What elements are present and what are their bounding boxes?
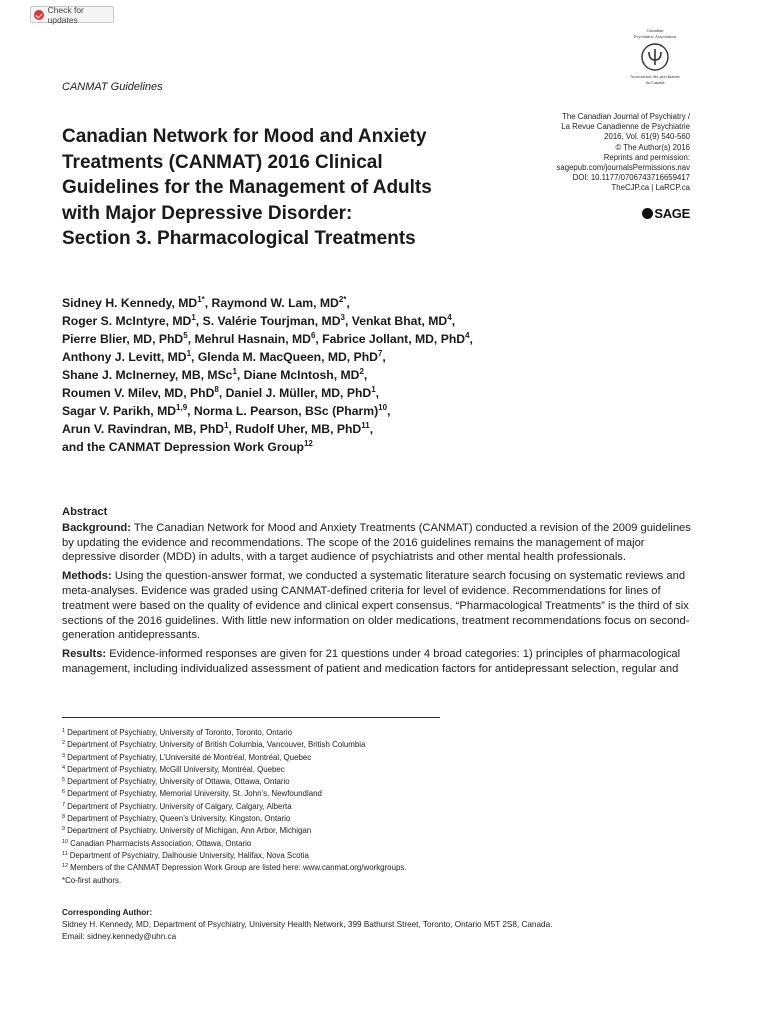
article-title bbox=[62, 124, 532, 252]
author-text: , bbox=[369, 422, 374, 436]
logo-bottom-line-2: du Canada bbox=[645, 80, 665, 85]
background-text: The Canadian Network for Mood and Anxiety Treatments (CANMAT) conducted a revision of the 2009 guidelines by updating the evidence and recommendations. The scope of the 2016 guidelines remains the management of major depressive disorder (MDD) in adults, with a target audience of psychiatrists and other mental health professionals. bbox=[62, 521, 691, 564]
author-text: and the CANMAT Depression Work Group bbox=[62, 440, 304, 454]
author-text: , bbox=[382, 350, 386, 364]
affiliation-mark: 8 bbox=[214, 385, 219, 394]
author-list bbox=[62, 294, 702, 456]
author-text: , S. Valérie Tourjman, MD bbox=[195, 314, 341, 328]
author-text: , Norma L. Pearson, BSc (Pharm) bbox=[187, 404, 379, 418]
affiliation-mark: 1,9 bbox=[176, 403, 188, 412]
corresponding-author bbox=[62, 907, 702, 944]
author-text: , Venkat Bhat, MD bbox=[344, 314, 448, 328]
abstract-methods bbox=[62, 569, 692, 643]
footnote-number: 5 bbox=[62, 777, 66, 784]
footnote-text: Department of Psychiatry, Queen’s University, Kingston, Ontario bbox=[67, 814, 291, 824]
footnote-number: 3 bbox=[62, 752, 66, 759]
footnote-text: Department of Psychiatry, University of Michigan, Ann Arbor, Michigan bbox=[67, 826, 312, 836]
logo-top-line-1: Canadian bbox=[646, 28, 664, 33]
corresponding-heading: Corresponding Author: bbox=[62, 908, 153, 917]
author-text: Sagar V. Parikh, MD bbox=[62, 404, 177, 418]
footnote-divider bbox=[62, 717, 440, 718]
footnote-item bbox=[62, 788, 702, 800]
author-text: , bbox=[363, 368, 368, 382]
abstract-heading: Abstract bbox=[62, 506, 108, 518]
journal-info-line: © The Author(s) 2016 bbox=[615, 142, 690, 152]
affiliation-mark: 5 bbox=[183, 331, 188, 340]
affiliation-footnotes bbox=[62, 727, 702, 887]
footnote-text: *Co-first authors. bbox=[62, 875, 122, 885]
author-line bbox=[62, 330, 702, 348]
abstract-background bbox=[62, 521, 692, 565]
author-text: , Mehrul Hasnain, MD bbox=[187, 332, 311, 346]
author-text: , bbox=[451, 314, 456, 328]
author-text: , bbox=[469, 332, 473, 346]
affiliation-mark: 4 bbox=[447, 313, 452, 322]
affiliation-mark: 1 bbox=[232, 367, 237, 376]
footnote-item bbox=[62, 850, 702, 862]
author-line bbox=[62, 384, 702, 402]
sage-logo bbox=[642, 206, 690, 221]
journal-info-line: Reprints and permission: bbox=[603, 152, 690, 162]
author-line bbox=[62, 420, 702, 438]
association-logo bbox=[600, 28, 710, 86]
sage-circle-icon bbox=[642, 208, 653, 219]
author-text: Pierre Blier, MD, PhD bbox=[62, 332, 184, 346]
affiliation-mark: 11 bbox=[361, 421, 370, 430]
footnote-text: Members of the CANMAT Depression Work Group are listed here: www.canmat.org/workgroups. bbox=[70, 863, 407, 873]
footnote-text: Department of Psychiatry, University of Calgary, Calgary, Alberta bbox=[67, 801, 292, 811]
logo-top-line-2: Psychiatric Association bbox=[633, 34, 677, 39]
logo-bottom-line-1: Association des psychiatres bbox=[630, 74, 680, 79]
author-text: , bbox=[375, 386, 380, 400]
footnote-item bbox=[62, 727, 702, 739]
author-line bbox=[62, 402, 702, 420]
footnote-number: 9 bbox=[62, 826, 66, 833]
affiliation-mark: 6 bbox=[310, 331, 316, 340]
author-text: , Fabrice Jollant, MD, PhD bbox=[315, 332, 466, 346]
footnote-text: Department of Psychiatry, L’Université de Montréal, Montréal, Quebec bbox=[67, 752, 312, 762]
affiliation-mark: 1 bbox=[224, 421, 229, 430]
author-text: Sidney H. Kennedy, MD bbox=[62, 296, 198, 310]
background-label: Background: bbox=[62, 521, 131, 534]
author-text: Anthony J. Levitt, MD bbox=[62, 350, 187, 364]
journal-info-line: La Revue Canadienne de Psychiatrie bbox=[561, 122, 690, 132]
footnote-item bbox=[62, 875, 702, 887]
author-text: , Daniel J. Müller, MD, PhD bbox=[218, 386, 372, 400]
author-line bbox=[62, 312, 702, 330]
author-text: Arun V. Ravindran, MB, PhD bbox=[62, 422, 225, 436]
author-text: , Rudolf Uher, MB, PhD bbox=[228, 422, 362, 436]
affiliation-mark: 12 bbox=[303, 439, 313, 448]
footnote-item bbox=[62, 739, 702, 751]
methods-text: Using the question-answer format, we conducted a systematic literature search focusing on systematic reviews and meta-analyses. Evidence was graded using CANMAT-defined criteria for level of evidence. Recommendations for lines of treatment were based on the quality of evidence and clinical expert consensus. “Pharmacological Treatments” is the third of six sections of the 2016 guidelines. With little new information on older medications, treatment recommendations focus on second-generation antidepressants. bbox=[62, 570, 690, 642]
footnote-number: 11 bbox=[62, 850, 68, 857]
author-line bbox=[62, 294, 702, 312]
title-line: with Major Depressive Disorder: bbox=[62, 202, 353, 224]
results-label: Results: bbox=[62, 648, 107, 661]
author-text: Roger S. McIntyre, MD bbox=[62, 314, 192, 328]
footnote-item bbox=[62, 862, 702, 874]
footnote-text: Department of Psychiatry, Dalhousie University, Halifax, Nova Scotia bbox=[69, 850, 309, 860]
check-for-updates-button[interactable] bbox=[30, 6, 114, 23]
footnote-number: 10 bbox=[62, 838, 69, 845]
results-text: Evidence-informed responses are given for 21 questions under 4 broad categories: 1) principles of pharmacological management, including individualized assessment of patient and medication factors for antidepressant selection, regular and bbox=[62, 648, 681, 675]
title-line: Guidelines for the Management of Adults bbox=[62, 177, 432, 198]
affiliation-mark: 4 bbox=[465, 331, 470, 340]
footnote-text: Department of Psychiatry, Memorial University, St. John’s, Newfoundland bbox=[67, 789, 322, 799]
journal-info-line: sagepub.com/journalsPermissions.nav bbox=[556, 163, 690, 173]
corresponding-address: Sidney H. Kennedy, MD, Department of Psychiatry, University Health Network, 399 Bathurst Street, Toronto, Ontario M5T 2S8, Canada. bbox=[62, 920, 553, 930]
footnote-text: Department of Psychiatry, University of Toronto, Toronto, Ontario bbox=[67, 728, 293, 737]
footnote-number: 6 bbox=[62, 789, 66, 796]
footnote-number: 1 bbox=[62, 728, 66, 734]
affiliation-mark: 1* bbox=[197, 295, 205, 304]
running-head: CANMAT Guidelines bbox=[62, 81, 163, 93]
affiliation-mark: 2 bbox=[359, 367, 364, 376]
footnote-item bbox=[62, 801, 702, 813]
checkmark-icon bbox=[34, 10, 44, 20]
author-line bbox=[62, 348, 702, 366]
author-text: , Diane McIntosh, MD bbox=[236, 368, 360, 382]
affiliation-mark: 1 bbox=[186, 349, 192, 358]
footnote-item bbox=[62, 752, 702, 764]
journal-info-line: The Canadian Journal of Psychiatry / bbox=[562, 112, 690, 121]
affiliation-mark: 2* bbox=[338, 295, 347, 304]
psi-emblem-icon bbox=[640, 42, 670, 72]
footnote-item bbox=[62, 813, 702, 825]
footnote-item bbox=[62, 838, 702, 850]
journal-info-line: TheCJP.ca | LaRCP.ca bbox=[611, 183, 690, 193]
footnote-text: Department of Psychiatry, University of British Columbia, Vancouver, British Columbia bbox=[67, 740, 366, 750]
sage-logo-text: SAGE bbox=[654, 206, 690, 221]
abstract-results bbox=[62, 647, 692, 677]
author-text: , Raymond W. Lam, MD bbox=[204, 296, 339, 310]
title-line: Canadian Network for Mood and Anxiety bbox=[62, 126, 427, 147]
footnote-item bbox=[62, 764, 702, 776]
affiliation-mark: 1 bbox=[371, 385, 376, 394]
author-text: Roumen V. Milev, MD, PhD bbox=[62, 386, 215, 400]
footnote-item bbox=[62, 776, 702, 788]
footnote-text: Canadian Pharmacists Association, Ottawa, Ontario bbox=[70, 838, 252, 848]
footnote-number: 12 bbox=[62, 863, 69, 870]
footnote-number: 4 bbox=[62, 764, 66, 771]
title-line: Treatments (CANMAT) 2016 Clinical bbox=[62, 151, 383, 173]
corresponding-email: Email: sidney.kennedy@uhn.ca bbox=[62, 932, 177, 942]
footnote-text: Department of Psychiatry, University of Ottawa, Ottawa, Ontario bbox=[67, 777, 290, 787]
journal-info-line: DOI: 10.1177/0706743716659417 bbox=[572, 173, 690, 183]
affiliation-mark: 7 bbox=[377, 349, 383, 358]
author-text: , bbox=[346, 296, 350, 310]
abstract bbox=[62, 505, 692, 681]
footnote-text: Department of Psychiatry, McGill University, Montréal, Quebec bbox=[67, 764, 285, 774]
author-text: , Glenda M. MacQueen, MD, PhD bbox=[191, 350, 378, 364]
author-text: Shane J. McInerney, MB, MSc bbox=[62, 368, 233, 382]
author-text: , bbox=[387, 404, 391, 418]
author-line bbox=[62, 438, 702, 456]
affiliation-mark: 10 bbox=[378, 403, 388, 412]
affiliation-mark: 1 bbox=[191, 313, 196, 322]
title-line: Section 3. Pharmacological Treatments bbox=[62, 228, 416, 249]
methods-label: Methods: bbox=[62, 570, 112, 583]
journal-info-line: 2016, Vol. 61(9) 540-560 bbox=[604, 132, 690, 142]
footnote-number: 8 bbox=[62, 814, 66, 821]
affiliation-mark: 3 bbox=[340, 313, 345, 322]
author-line bbox=[62, 366, 702, 384]
footnote-item bbox=[62, 825, 702, 837]
footnote-number: 2 bbox=[62, 740, 66, 747]
footnote-number: 7 bbox=[62, 801, 66, 808]
check-for-updates-label: Check for updates bbox=[47, 4, 84, 25]
